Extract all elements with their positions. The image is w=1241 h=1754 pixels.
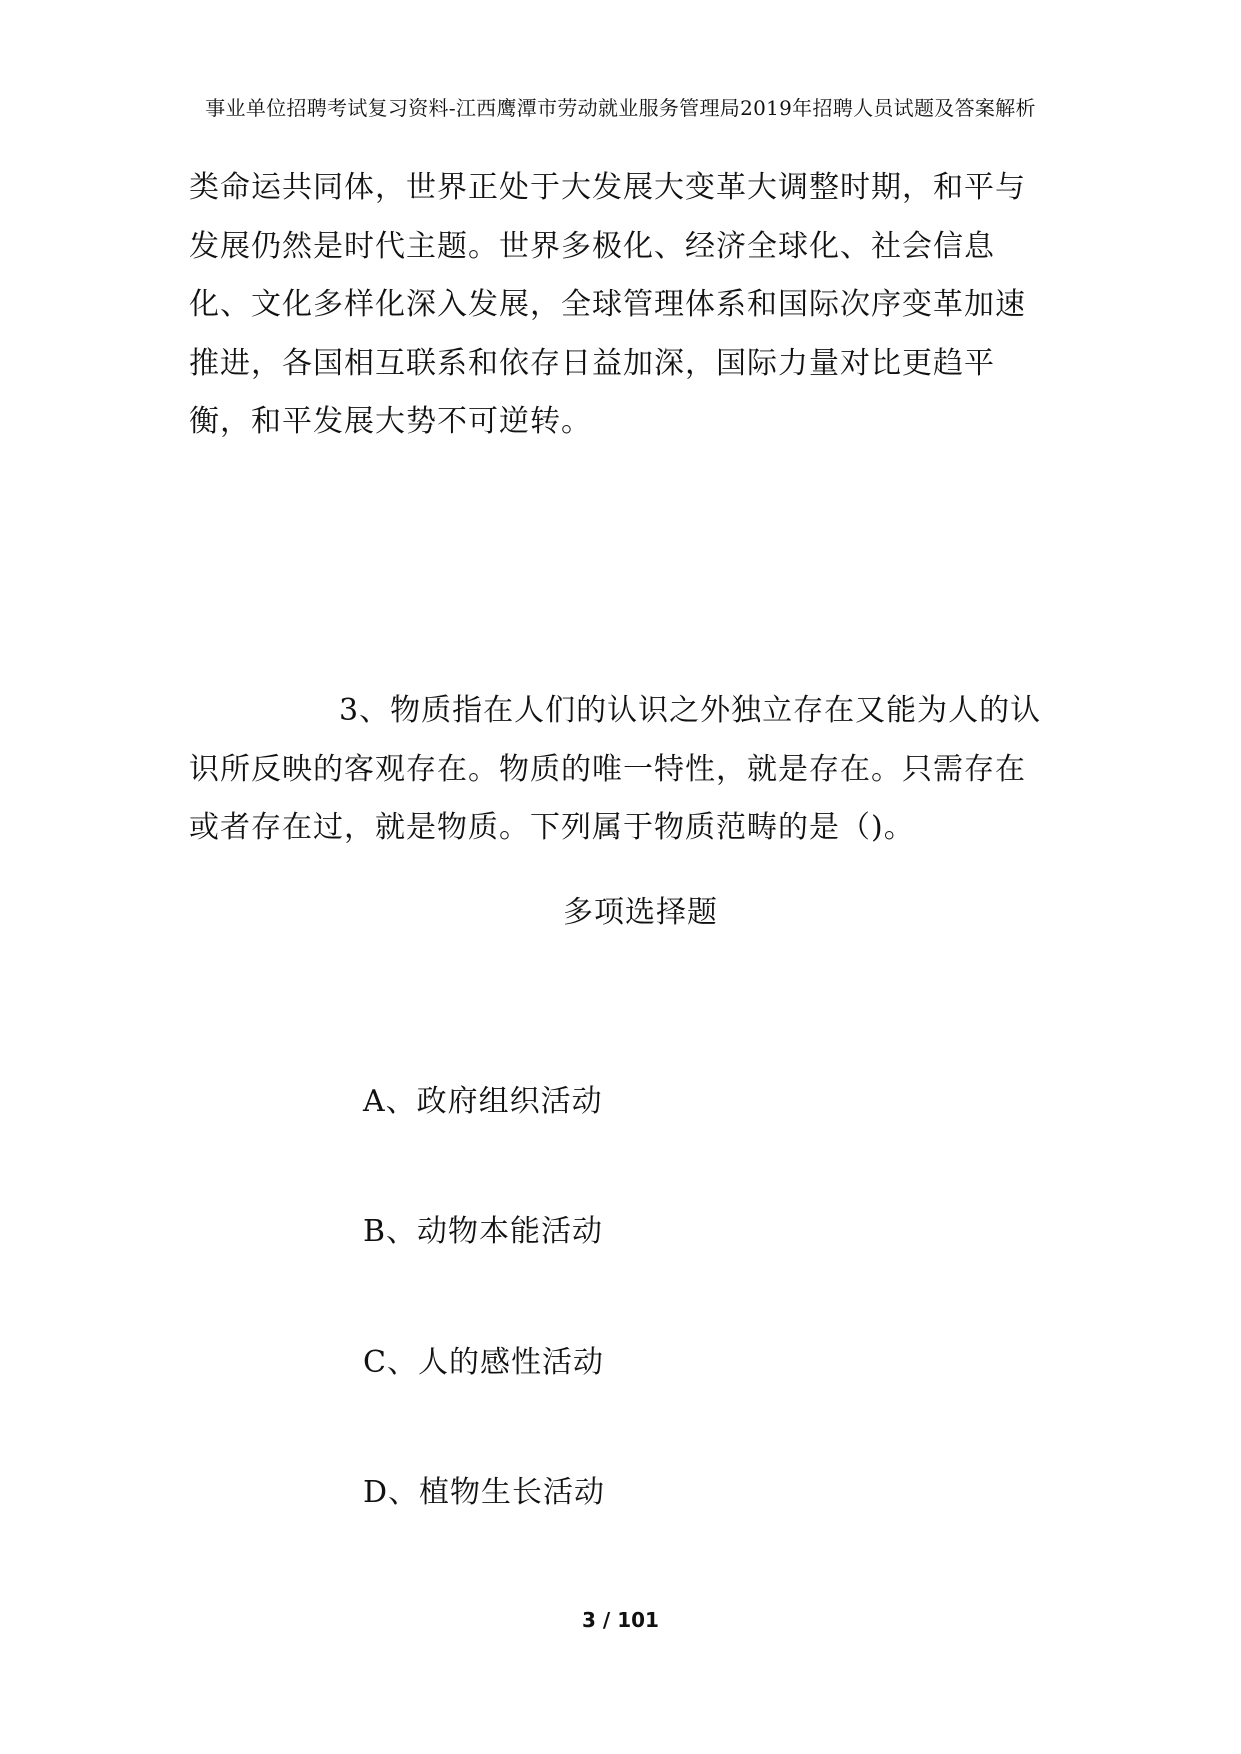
question-type-label: 多项选择题 bbox=[563, 895, 718, 930]
option-b: B、动物本能活动 bbox=[363, 1214, 604, 1249]
page-header: 事业单位招聘考试复习资料-江西鹰潭市劳动就业服务管理局2019年招聘人员试题及答案解析 bbox=[205, 96, 1036, 120]
page-number: 3 / 101 bbox=[582, 1608, 659, 1632]
option-d: D、植物生长活动 bbox=[363, 1475, 606, 1510]
paragraph-continuation: 类命运共同体，世界正处于大发展大变革大调整时期，和平与发展仍然是时代主题。世界多极化、经济全球化、社会信息化、文化多样化深入发展，全球管理体系和国际次序变革加速推进，各国相互联系和依存日益加深，国际力量对比更趋平衡，和平发展大势不可逆转。 bbox=[189, 170, 1026, 439]
option-c: C、人的感性活动 bbox=[363, 1345, 604, 1380]
option-a: A、政府组织活动 bbox=[363, 1084, 603, 1119]
question-3-stem: 3、物质指在人们的认识之外独立存在又能为人的认识所反映的客观存在。物质的唯一特性，就是存在。只需存在或者存在过，就是物质。下列属于物质范畴的是（)。 bbox=[189, 693, 1042, 845]
